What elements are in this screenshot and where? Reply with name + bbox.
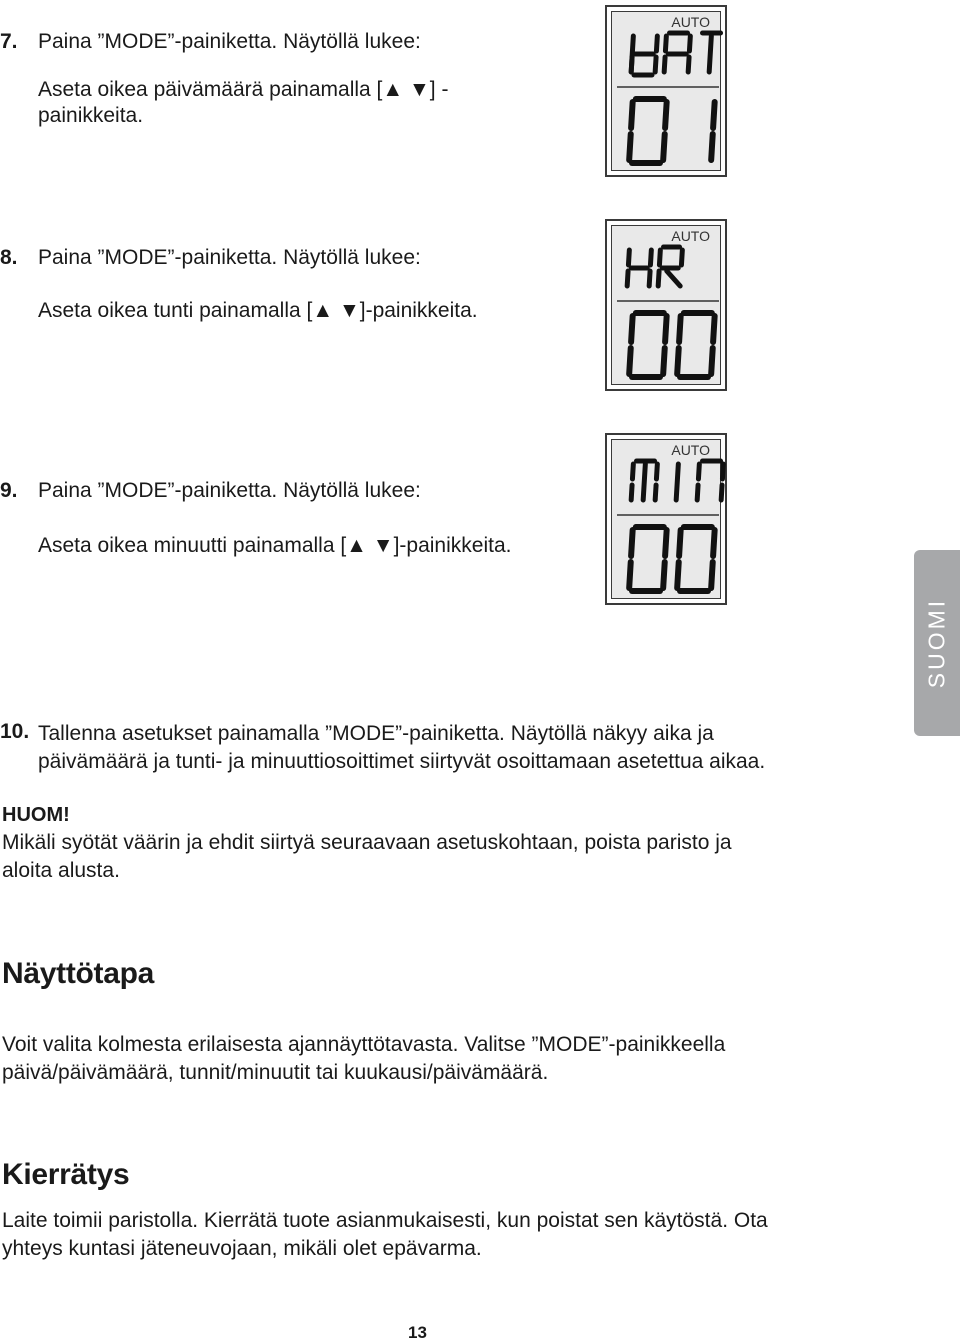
- lcd-segment: [697, 485, 698, 500]
- lcd-segment: [711, 134, 713, 160]
- step-number: 9.: [0, 479, 18, 502]
- lcd-segment: [664, 57, 665, 72]
- auto-indicator: AUTO: [671, 228, 710, 244]
- paragraph-line: Laite toimii paristolla. Kierrätä tuote asianmukaisesti, kun poistat sen käytöstä. Ota: [2, 1209, 768, 1232]
- language-tab-label: SUOMI: [923, 597, 950, 689]
- step-text: Aseta oikea minuutti painamalla [▲ ▼]-painikkeita.: [38, 534, 512, 557]
- lcd-segments: [607, 221, 729, 393]
- lcd-segment: [656, 464, 657, 479]
- lcd-segment: [632, 464, 633, 479]
- lcd-segment: [713, 530, 715, 556]
- auto-indicator: AUTO: [671, 442, 710, 458]
- lcd-segment: [663, 562, 665, 588]
- recycling-text: [2, 1207, 768, 1263]
- note-text: [2, 829, 732, 885]
- lcd-segment: [631, 102, 633, 128]
- lcd-segment: [665, 36, 666, 51]
- lcd-segment: [681, 250, 682, 265]
- lcd-segment: [665, 316, 667, 342]
- paragraph-line: yhteys kuntasi jäteneuvojaan, mikäli olet epävarma.: [2, 1237, 482, 1260]
- lcd-segment: [711, 348, 713, 374]
- step-text: Tallenna asetukset painamalla ”MODE”-painiketta. Näytöllä näkyy aika ja: [38, 722, 714, 745]
- lcd-segment: [631, 316, 633, 342]
- lcd-segment: [713, 102, 715, 128]
- lcd-segment: [711, 562, 713, 588]
- lcd-segment: [650, 250, 651, 265]
- lcd-segment: [655, 57, 656, 72]
- page-number: 13: [408, 1323, 427, 1342]
- step-number: 8.: [0, 246, 18, 269]
- lcd-segment: [631, 36, 633, 72]
- step-text: Paina ”MODE”-painiketta. Näytöllä lukee:: [38, 479, 421, 502]
- step-number: 7.: [0, 30, 18, 53]
- lcd-segment: [665, 530, 667, 556]
- lcd-segment: [656, 36, 657, 51]
- lcd-display-hour: [605, 219, 727, 391]
- step-text: Aseta oikea tunti painamalla [▲ ▼]-painikkeita.: [38, 299, 478, 322]
- section-heading-recycling: Kierrätys: [2, 1158, 130, 1191]
- lcd-segment: [709, 36, 711, 72]
- paragraph-line: Voit valita kolmesta erilaisesta ajannäyttötavasta. Valitse ”MODE”-painikkeella: [2, 1033, 726, 1056]
- lcd-segment: [667, 271, 680, 286]
- lcd-segment: [629, 134, 631, 160]
- lcd-segment: [643, 464, 645, 500]
- auto-indicator: AUTO: [671, 14, 710, 30]
- lcd-segment: [663, 348, 665, 374]
- lcd-segment: [677, 562, 679, 588]
- lcd-segment: [689, 36, 690, 51]
- lcd-segment: [679, 530, 681, 556]
- step-number: 10.: [0, 720, 30, 743]
- lcd-segment: [713, 316, 715, 342]
- lcd-segment: [627, 271, 628, 286]
- step-text: päivämäärä ja tunti- ja minuuttiosoittimet siirtyvät osoittamaan asetettua aikaa.: [38, 750, 766, 773]
- lcd-segment: [721, 485, 722, 500]
- lcd-segment: [676, 464, 678, 500]
- lcd-segment: [628, 250, 629, 265]
- lcd-segment: [631, 485, 632, 500]
- lcd-segment: [629, 348, 631, 374]
- lcd-segment: [665, 102, 667, 128]
- note-line: aloita alusta.: [2, 859, 120, 882]
- lcd-segment: [663, 134, 665, 160]
- section-heading-display-mode: Näyttötapa: [2, 957, 155, 990]
- step-text: Paina ”MODE”-painiketta. Näytöllä lukee:: [38, 246, 421, 269]
- step-text: Aseta oikea päivämäärä painamalla [▲ ▼] -: [38, 78, 449, 101]
- language-tab: [914, 550, 960, 736]
- lcd-segment: [649, 271, 650, 286]
- note-title: HUOM!: [2, 804, 70, 826]
- lcd-segment: [722, 464, 723, 479]
- lcd-segments: [607, 435, 729, 607]
- lcd-display-minute: [605, 433, 727, 605]
- lcd-segment: [688, 57, 689, 72]
- lcd-segment: [679, 316, 681, 342]
- lcd-segment: [629, 562, 631, 588]
- lcd-segment: [677, 348, 679, 374]
- lcd-segment: [698, 464, 699, 479]
- lcd-segment: [658, 271, 659, 286]
- lcd-segment: [659, 250, 660, 265]
- lcd-segments: [607, 7, 729, 179]
- step-text: Paina ”MODE”-painiketta. Näytöllä lukee:: [38, 30, 421, 53]
- lcd-segment: [655, 485, 656, 500]
- paragraph-line: päivä/päivämäärä, tunnit/minuutit tai kuukausi/päivämäärä.: [2, 1061, 549, 1084]
- display-mode-text: [2, 1031, 725, 1087]
- lcd-segment: [631, 530, 633, 556]
- step-text: painikkeita.: [38, 104, 144, 127]
- lcd-display-date: [605, 5, 727, 177]
- note-line: Mikäli syötät väärin ja ehdit siirtyä seuraavaan asetuskohtaan, poista paristo ja: [2, 831, 732, 854]
